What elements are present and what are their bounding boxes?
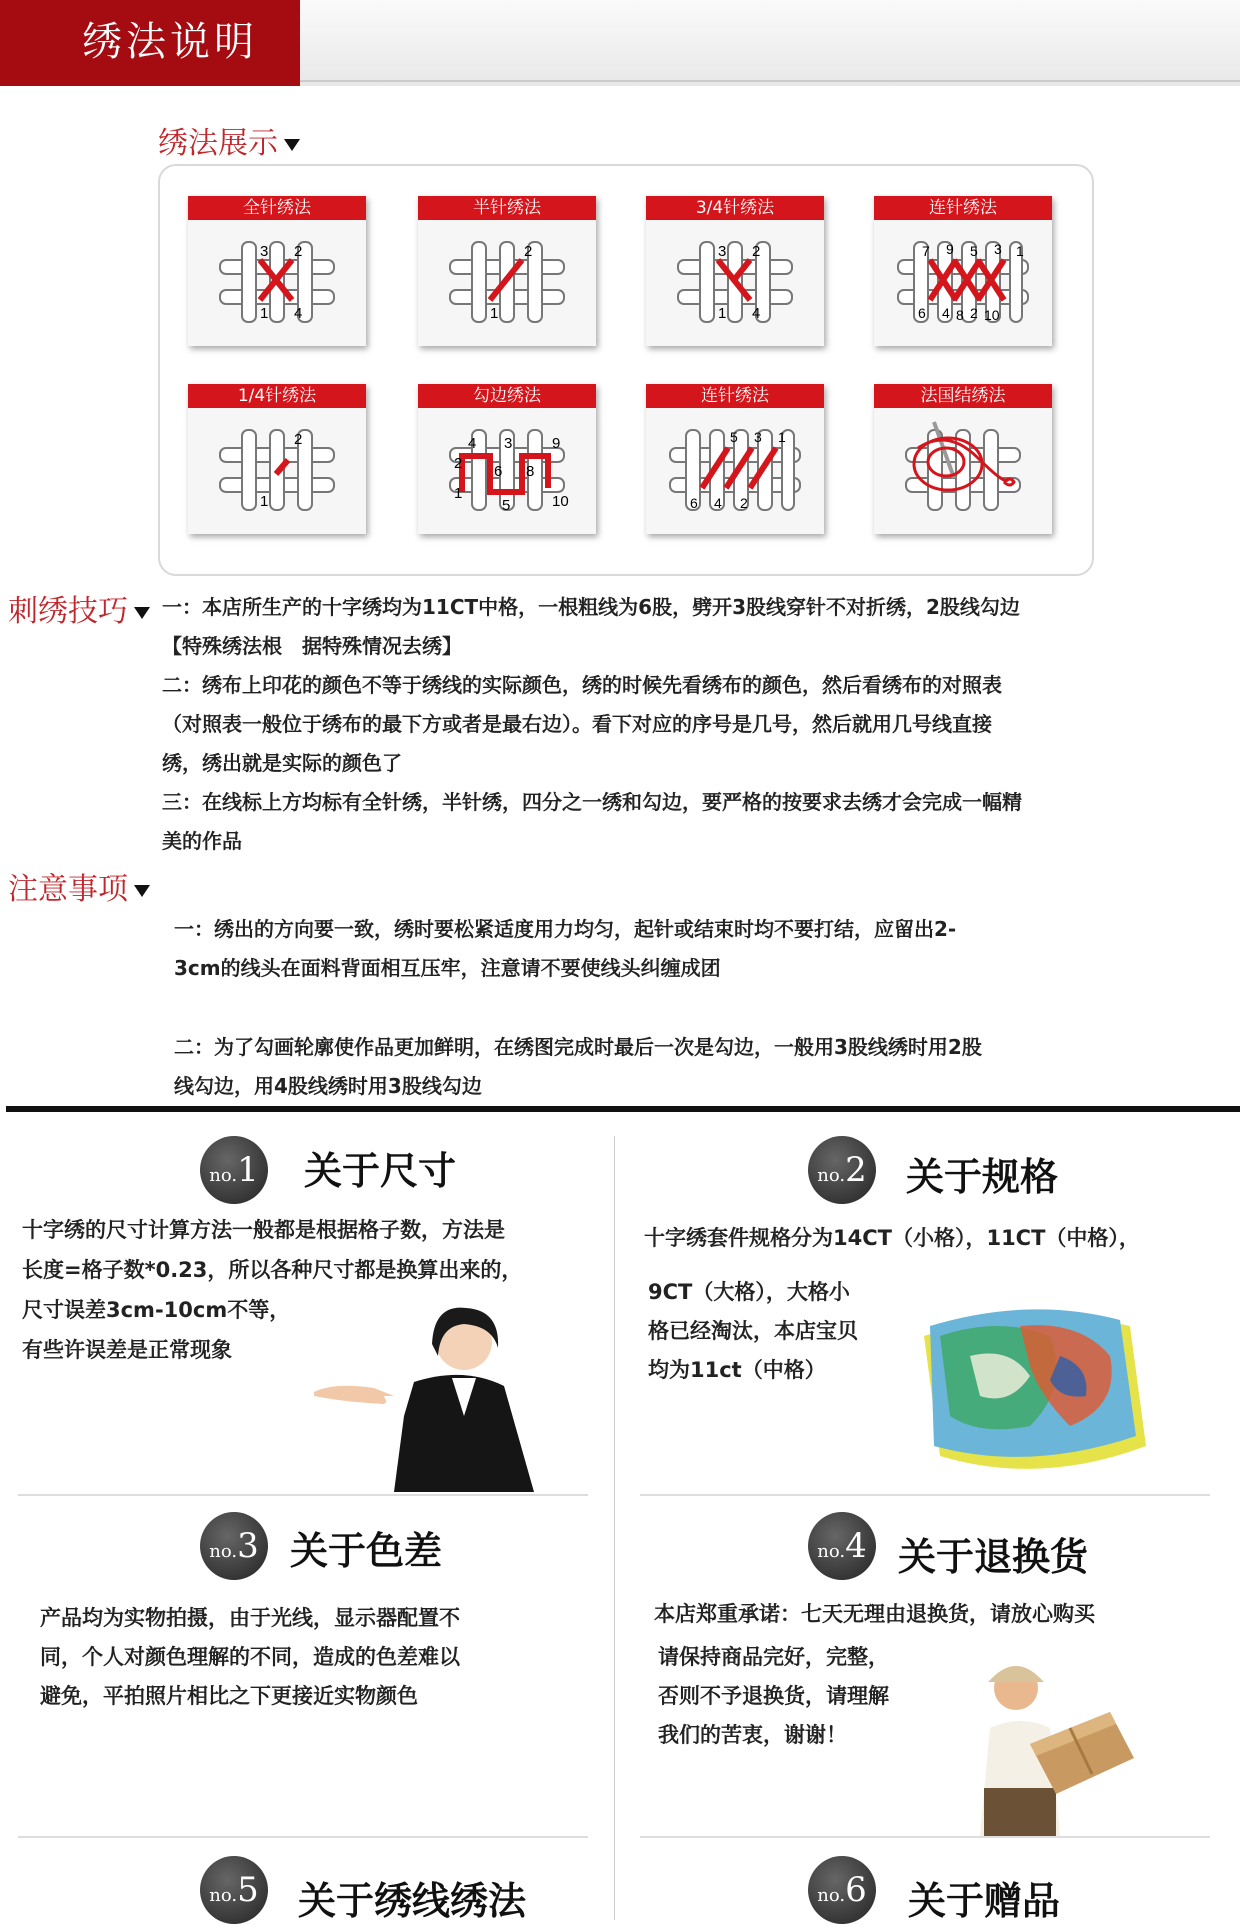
box-title: 关于赠品 <box>908 1879 1061 1923</box>
stitch-card-label: 连针绣法 <box>646 384 824 408</box>
tips-line: 绣，绣出就是实际的颜色了 <box>162 751 402 775</box>
svg-text:3: 3 <box>994 241 1002 257</box>
svg-text:6: 6 <box>494 463 503 480</box>
box-text-line: 否则不予退换货，请理解 <box>658 1684 889 1708</box>
svg-text:10: 10 <box>552 493 569 510</box>
svg-text:1: 1 <box>260 305 269 322</box>
tips-line: 二：绣布上印花的颜色不等于绣线的实际颜色，绣的时候先看绣布的颜色，然后看绣布的对照表 <box>162 673 1002 697</box>
svg-text:4: 4 <box>294 305 303 322</box>
svg-text:2: 2 <box>294 243 303 260</box>
stitch-card-label: 勾边绣法 <box>418 384 596 408</box>
number-badge: no.5 <box>200 1856 268 1924</box>
caret-down-icon <box>284 139 300 151</box>
svg-text:4: 4 <box>942 305 950 321</box>
box-text-line: 尺寸误差3cm-10cm不等， <box>22 1298 291 1322</box>
box-text-line: 产品均为实物拍摄，由于光线，显示器配置不 <box>40 1606 460 1630</box>
box-text-line: 我们的苦衷，谢谢！ <box>658 1723 847 1747</box>
svg-text:9: 9 <box>552 435 561 452</box>
svg-text:6: 6 <box>690 495 698 511</box>
box-text-line: 请保持商品完好，完整， <box>658 1645 889 1669</box>
stitch-card-label: 半针绣法 <box>418 196 596 220</box>
box-text-line: 均为11ct（中格） <box>648 1358 826 1382</box>
caret-down-icon <box>134 607 150 619</box>
box-text-line: 格已经淘汰，本店宝贝 <box>648 1319 858 1343</box>
stitch-card-label: 连针绣法 <box>874 196 1052 220</box>
svg-text:5: 5 <box>730 429 738 445</box>
box-text-line: 同，个人对颜色理解的不同，造成的色差难以 <box>40 1645 460 1669</box>
svg-text:2: 2 <box>740 495 748 511</box>
tips-line: 美的作品 <box>162 829 242 853</box>
box-title: 关于尺寸 <box>304 1149 457 1193</box>
stitch-section-title: 绣法展示 <box>158 126 278 161</box>
svg-text:2: 2 <box>524 243 533 260</box>
box-text-line: 十字绣的尺寸计算方法一般都是根据格子数，方法是 <box>22 1218 505 1242</box>
number-badge: no.4 <box>808 1512 876 1580</box>
stitch-card-half <box>418 196 596 346</box>
continuous-half-stitch-diagram-icon <box>660 408 810 528</box>
number-badge: no.2 <box>808 1136 876 1204</box>
presenter-woman-photo <box>314 1296 554 1492</box>
svg-text:7: 7 <box>922 243 930 259</box>
svg-text:1: 1 <box>260 493 269 510</box>
box-text-line: 9CT（大格），大格小 <box>648 1280 850 1304</box>
stitch-card-label: 3/4针绣法 <box>646 196 824 220</box>
tips-line: （对照表一般位于绣布的最下方或者是最右边）。看下对应的序号是几号，然后就用几号线直接 <box>162 712 992 736</box>
svg-text:8: 8 <box>526 463 535 480</box>
stitch-card-three-quarter <box>646 196 824 346</box>
box-divider <box>18 1494 588 1496</box>
full-stitch-diagram-icon <box>202 220 352 340</box>
svg-text:9: 9 <box>946 241 954 257</box>
box-divider <box>640 1836 1210 1838</box>
number-badge: no.1 <box>200 1136 268 1204</box>
continuous-stitch-diagram-icon <box>888 220 1038 340</box>
tips-line: 【特殊绣法根 据特殊情况去绣】 <box>162 634 462 658</box>
quarter-stitch-diagram-icon <box>202 408 352 528</box>
stitch-card-continuous <box>874 196 1052 346</box>
number-badge: no.6 <box>808 1856 876 1924</box>
tips-heading <box>8 586 150 630</box>
header-rule <box>300 80 1240 82</box>
notes-heading <box>8 864 150 908</box>
svg-text:6: 6 <box>918 305 926 321</box>
svg-text:4: 4 <box>714 495 722 511</box>
backstitch-diagram-icon <box>432 408 582 528</box>
box-text-line: 避免，平拍照片相比之下更接近实物颜色 <box>40 1684 418 1708</box>
svg-text:2: 2 <box>294 431 303 448</box>
section-divider <box>6 1106 1240 1112</box>
svg-text:1: 1 <box>454 485 463 502</box>
svg-text:1: 1 <box>718 305 727 322</box>
svg-text:8: 8 <box>956 307 964 323</box>
svg-text:3: 3 <box>504 435 513 452</box>
box-title: 关于规格 <box>906 1155 1059 1199</box>
caret-down-icon <box>134 885 150 897</box>
notes-line: 二：为了勾画轮廓使作品更加鲜明，在绣图完成时最后一次是勾边，一般用3股线绣时用2股 <box>174 1035 982 1059</box>
svg-text:3: 3 <box>718 243 727 260</box>
page-title: 绣法说明 <box>82 19 258 65</box>
tips-line: 三：在线标上方均标有全针绣，半针绣，四分之一绣和勾边，要严格的按要求去绣才会完成一幅精 <box>162 790 1022 814</box>
svg-text:3: 3 <box>754 429 762 445</box>
french-knot-diagram-icon <box>888 408 1038 528</box>
svg-text:1: 1 <box>1016 243 1024 259</box>
svg-text:4: 4 <box>752 305 761 322</box>
half-stitch-diagram-icon <box>432 220 582 340</box>
three-quarter-stitch-diagram-icon <box>660 220 810 340</box>
svg-text:5: 5 <box>502 497 511 514</box>
tips-title: 刺绣技巧 <box>8 594 128 629</box>
stitch-card-label: 1/4针绣法 <box>188 384 366 408</box>
box-title: 关于绣线绣法 <box>298 1879 527 1923</box>
box-title: 关于退换货 <box>898 1535 1089 1579</box>
column-divider <box>614 1136 615 1920</box>
svg-text:10: 10 <box>984 307 1000 323</box>
svg-text:4: 4 <box>468 435 477 452</box>
box-divider <box>640 1494 1210 1496</box>
svg-text:3: 3 <box>260 243 269 260</box>
svg-text:1: 1 <box>490 305 499 322</box>
box-text-line: 长度=格子数*0.23，所以各种尺寸都是换算出来的， <box>22 1258 523 1282</box>
stitch-card-label: 法国结绣法 <box>874 384 1052 408</box>
box-title: 关于色差 <box>290 1529 443 1573</box>
notes-line: 一：绣出的方向要一致，绣时要松紧适度用力均匀，起针或结束时均不要打结，应留出2- <box>174 917 957 941</box>
svg-text:2: 2 <box>752 243 761 260</box>
embroidery-fabric-photo <box>910 1296 1160 1492</box>
svg-text:5: 5 <box>970 243 978 259</box>
box-text-line: 十字绣套件规格分为14CT（小格），11CT（中格）， <box>644 1226 1140 1250</box>
box-text-line: 本店郑重承诺：七天无理由退换货，请放心购买 <box>654 1602 1095 1626</box>
notes-title: 注意事项 <box>8 872 128 907</box>
stitch-card-french-knot <box>874 384 1052 534</box>
svg-text:2: 2 <box>454 455 463 472</box>
delivery-man-photo <box>960 1648 1140 1836</box>
stitch-card-continuous-2 <box>646 384 824 534</box>
box-text-line: 有些许误差是正常现象 <box>22 1338 232 1362</box>
stitch-card-quarter <box>188 384 366 534</box>
notes-line: 线勾边，用4股线绣时用3股线勾边 <box>174 1074 482 1098</box>
stitch-card-full <box>188 196 366 346</box>
stitch-card-label: 全针绣法 <box>188 196 366 220</box>
svg-text:1: 1 <box>778 429 786 445</box>
stitch-section-heading <box>158 118 300 162</box>
tips-line: 一：本店所生产的十字绣均为11CT中格，一根粗线为6股，劈开3股线穿针不对折绣，2股线勾边 <box>162 595 1020 619</box>
number-badge: no.3 <box>200 1512 268 1580</box>
notes-line: 3cm的线头在面料背面相互压牢，注意请不要使线头纠缠成团 <box>174 956 721 980</box>
stitch-card-backstitch <box>418 384 596 534</box>
box-divider <box>18 1836 588 1838</box>
svg-text:2: 2 <box>970 305 978 321</box>
